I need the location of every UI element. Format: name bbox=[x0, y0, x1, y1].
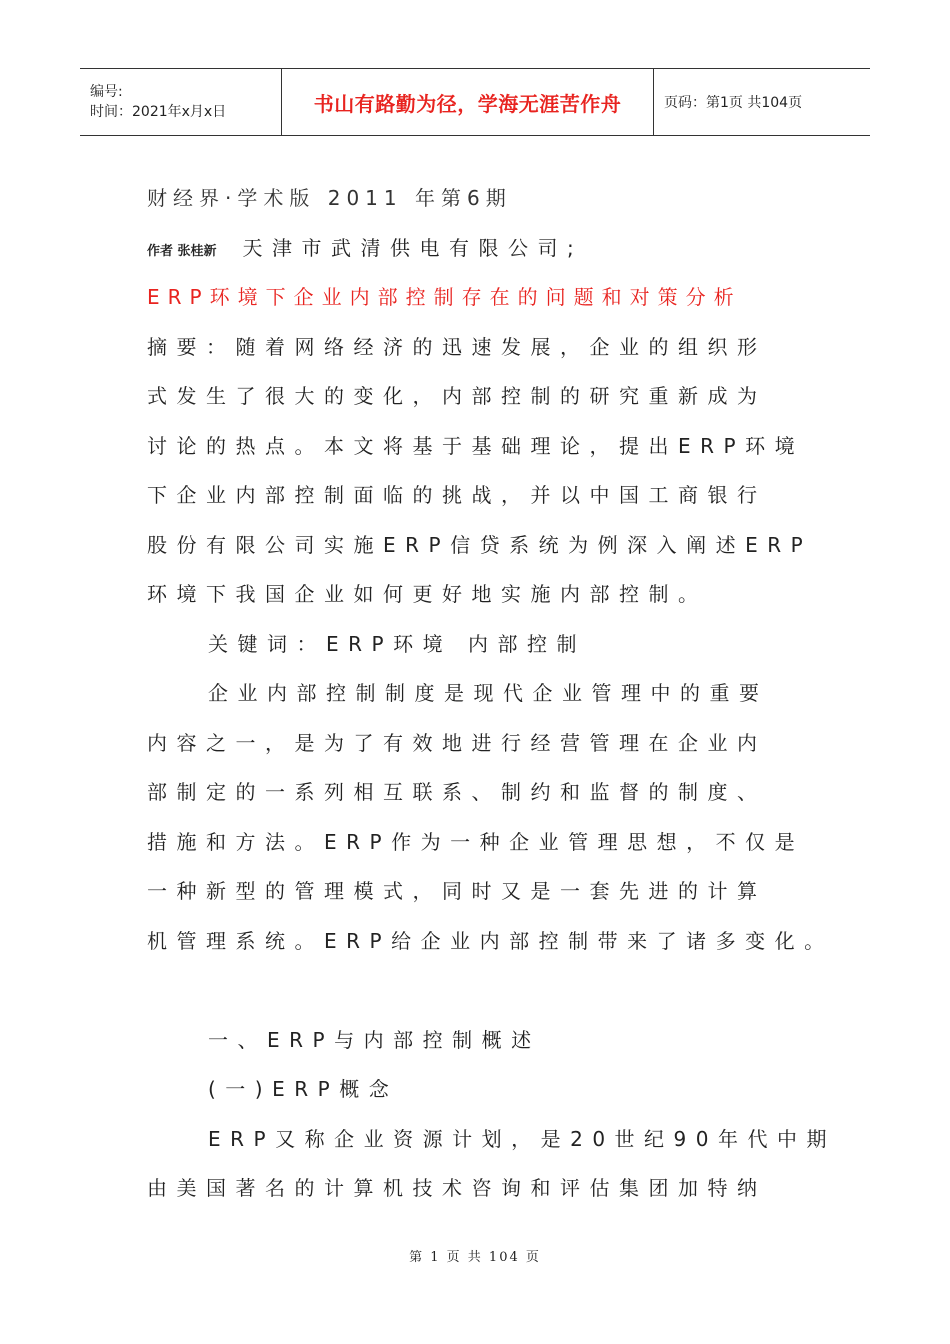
subsection-heading: (一)ERP概念 bbox=[208, 1077, 399, 1101]
header-motto: 书山有路勤为径，学海无涯苦作舟 bbox=[281, 69, 654, 135]
document-number-label: 编号: bbox=[90, 84, 123, 100]
author-line bbox=[147, 228, 827, 278]
paragraph-line: 机管理系统。ERP给企业内部控制带来了诸多变化。 bbox=[147, 928, 834, 953]
article-title: ERP环境下企业内部控制存在的问题和对策分析 bbox=[147, 285, 742, 309]
blank-line bbox=[147, 970, 827, 1020]
journal-source: 财经界·学术版 2011 年第6期 bbox=[147, 186, 512, 210]
keywords-line: 关键词：ERP环境 内部控制 bbox=[208, 631, 586, 656]
section-heading: 一、ERP与内部控制概述 bbox=[208, 1027, 541, 1052]
abstract-line: 摘要：随着网络经济的迅速发展，企业的组织形 bbox=[147, 334, 767, 359]
paragraph-line: 内容之一，是为了有效地进行经营管理在企业内 bbox=[147, 730, 767, 755]
document-date-label: 时间：2021年x月x日 bbox=[90, 104, 227, 120]
abstract-line: 下企业内部控制面临的挑战，并以中国工商银行 bbox=[147, 483, 767, 507]
paragraph-line: 部制定的一系列相互联系、制约和监督的制度、 bbox=[147, 780, 767, 804]
paragraph-line: 企业内部控制制度是现代企业管理中的重要 bbox=[208, 681, 769, 705]
author-name: 作者 张桂新 bbox=[147, 243, 217, 259]
author-affiliation: 天津市武清供电有限公司; bbox=[242, 235, 584, 260]
abstract-line: 环境下我国企业如何更好地实施内部控制。 bbox=[147, 582, 708, 606]
paragraph-line: ERP又称企业资源计划，是20世纪90年代中期 bbox=[208, 1126, 836, 1151]
abstract-line: 讨论的热点。本文将基于基础理论，提出ERP环境 bbox=[147, 433, 805, 458]
paragraph-line: 一种新型的管理模式，同时又是一套先进的计算 bbox=[147, 879, 767, 903]
document-body bbox=[147, 178, 836, 1218]
header-page-number: 页码：第1页 共104页 bbox=[664, 95, 803, 111]
header-meta bbox=[80, 69, 281, 135]
page-footer: 第 1 页 共 104 页 bbox=[409, 1250, 541, 1265]
abstract-line: 式发生了很大的变化，内部控制的研究重新成为 bbox=[147, 384, 767, 408]
paragraph-line: 措施和方法。ERP作为一种企业管理思想，不仅是 bbox=[147, 829, 805, 854]
paragraph-line: 由美国著名的计算机技术咨询和评估集团加特纳 bbox=[147, 1176, 767, 1200]
page-header bbox=[80, 68, 870, 136]
abstract-line: 股份有限公司实施ERP信贷系统为例深入阐述ERP bbox=[147, 532, 813, 557]
